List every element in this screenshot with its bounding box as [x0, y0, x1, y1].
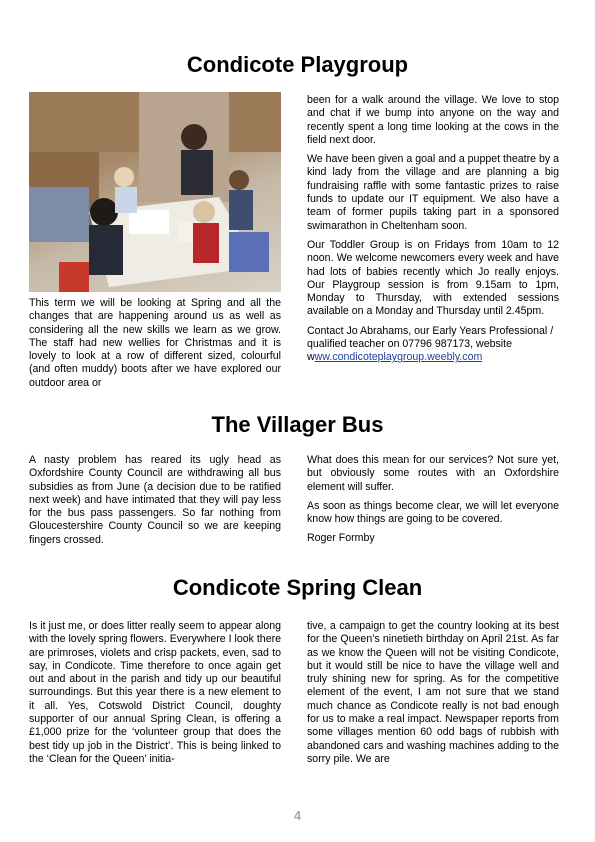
spring-clean-right-column	[307, 620, 559, 772]
spring-clean-heading: Condicote Spring Clean	[172, 575, 423, 600]
playgroup-right-column	[307, 94, 559, 371]
playgroup-contact	[307, 325, 559, 365]
playgroup-paragraph-3: Our Toddler Group is on Fridays from 10am to 12 noon. We welcome newcomers every week and have had lots of babies recently which Jo really enjoys. Our Playgroup session is from 9.15am to 1pm, Monday to Thursday, with extended sessions available on a Monday and Thursday until 2.45pm.	[307, 238, 559, 318]
playgroup-contact-text: Contact Jo Abrahams, our Early Years Professional / qualified teacher on 07796 987173, website w	[307, 324, 554, 364]
spring-clean-left-text: Is it just me, or does litter really seem to appear along with the lovely spring flowers. Everywhere I look there are primroses, violets and crisp packets, even, sad to say, in Condicote. Time therefore to once again get out and about in the parish and tidy up our beautiful surroundings. But this year there is a new element to it all. Yes, Cotswold District Council, doughty supporter of our annual Spring Clean, is offering a £1,000 prize for the ‘volunteer group that does the best tidy up job in the District’. This is being linked to the ‘Clean for the Queen’ initia-	[29, 620, 282, 765]
playgroup-heading: Condicote Playgroup	[186, 52, 409, 77]
bus-left-column	[29, 454, 281, 553]
bus-paragraph-1: What does this mean for our services? Not sure yet, but obviously some routes with an Oxfordshire element will suffer.	[307, 454, 559, 493]
playgroup-left-text: This term we will be looking at Spring and all the changes that are happening around us as well as considering all the new skills we learn as we grow. The staff had new wellies for Christmas and it is lovely to look at a row of different sized, colourful (and often muddy) boots after we have explored our outdoor area or	[29, 297, 281, 389]
bus-right-column	[307, 454, 559, 552]
playgroup-paragraph-2: We have been given a goal and a puppet theatre by a kind lady from the village and are planning a big fundraising raffle with some fantastic prizes to raise funds to update our IT equipment. We also have a team of former pupils taking part in a sponsored swimarathon in Cheltenham soon.	[307, 153, 559, 232]
bus-author: Roger Formby	[307, 532, 375, 545]
playgroup-left-column	[29, 297, 281, 396]
page-number: 4	[293, 808, 302, 823]
spring-clean-right-text: tive, a campaign to get the country looking at its best for the Queen’s ninetieth birthday on April 21st. As far as we know the Queen will not be visiting Condicote, but it would still be nice to have the village well and truly shining new for spring. As for the competitive element of the event, I am not sure that we stand much chance as Condicote really is not bad enough for us to make a real impact. Newspaper reports from some villages mention 60 odd bags of rubbish with abandoned cars and washing machines adding to the sorry pile. We are	[307, 620, 559, 765]
bus-heading: The Villager Bus	[211, 412, 384, 437]
playgroup-photo	[29, 92, 281, 292]
spring-clean-left-column	[29, 620, 281, 772]
playgroup-paragraph-1: been for a walk around the village. We love to stop and chat if we bump into anyone on the way and recently spent a long time looking at the cows in the field next door.	[307, 94, 559, 146]
bus-paragraph-2: As soon as things become clear, we will let everyone know how things are going to be covered.	[307, 499, 559, 526]
playgroup-website-link[interactable]: ww.condicoteplaygroup.weebly.com	[314, 351, 483, 364]
bus-left-text: A nasty problem has reared its ugly head as Oxfordshire County Council are withdrawing all bus subsidies as from June (a decision due to be ratified next week) and have intimated that they will pay less for the bus pass passengers. So far nothing from Gloucestershire County Council so we are keeping fingers crossed.	[29, 454, 281, 546]
